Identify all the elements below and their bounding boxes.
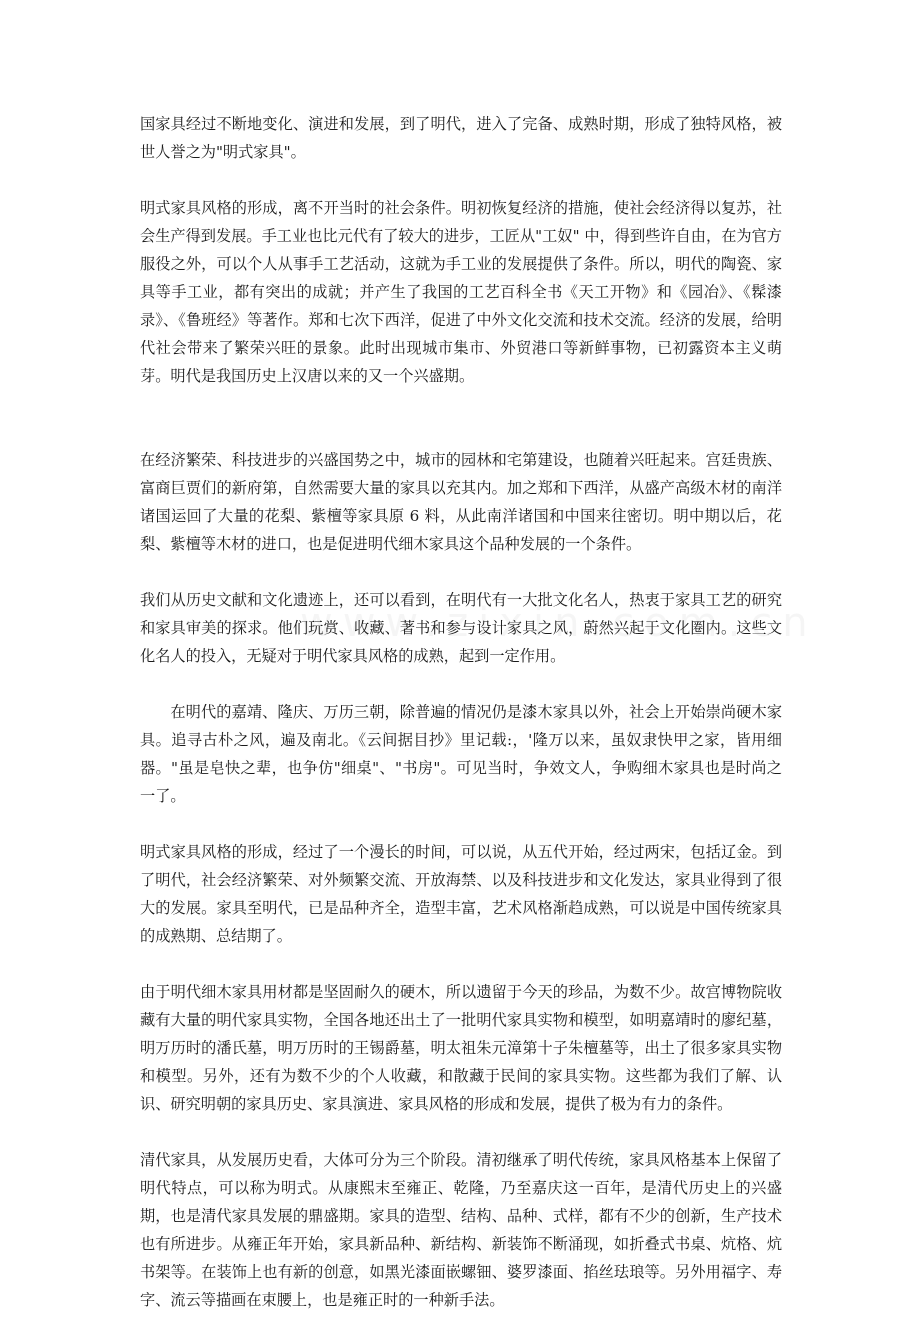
paragraph-hardwood-fashion: 在明代的嘉靖、隆庆、万历三朝，除普遍的情况仍是漆木家具以外，社会上开始崇尚硬木家具。追寻古朴之风，遍及南北。《云间据目抄》里记载:，'隆万以来，虽奴隶快甲之家，皆用细器。"虽是皂快之辈，也争仿"细桌"、"书房"。可见当时，争效文人，争购细木家具也是时尚之一了。 [140,703,782,805]
paragraph-social-conditions: 明式家具风格的形成，离不开当时的社会条件。明初恢复经济的措施，使社会经济得以复苏，社会生产得到发展。手工业也比元代有了较大的进步，工匠从"工奴" 中，得到些许自由，在为官方服役之外，可以个人从事手工艺活动，这就为手工业的发展提供了条件。所以，明代的陶瓷、家具等手工业，都有突出的成就；并产生了我国的工艺百科全书《天工开物》和《园冶》、《髹漆录》、《鲁班经》等著作。郑和七次下西洋，促进了中外文化交流和技术交流。经济的发展，给明代社会带来了繁荣兴旺的景象。此时出现城市集市、外贸港口等新鲜事物，已初露资本主义萌芽。明代是我国历史上汉唐以来的又一个兴盛期。 [140,199,782,385]
document-body [140,110,782,1342]
paragraph-economic-prosperity: 在经济繁荣、科技进步的兴盛国势之中，城市的园林和宅第建设，也随着兴旺起来。宫廷贵族、富商巨贾们的新府第，自然需要大量的家具以充其内。加之郑和下西洋，从盛产高级木材的南洋诸国运回了大量的花梨、紫檀等家具原 6 料，从此南洋诸国和中国来往密切。明中期以后，花梨、紫檀等木材的进口，也是促进明代细木家具这个品种发展的一个条件。 [140,451,782,553]
paragraph-surviving-pieces: 由于明代细木家具用材都是坚固耐久的硬木，所以遗留于今天的珍品，为数不少。故宫博物院收藏有大量的明代家具实物，全国各地还出土了一批明代家具实物和模型，如明嘉靖时的廖纪墓，明万历时的潘氏墓，明万历时的王锡爵墓，明太祖朱元漳第十子朱檀墓等，出土了很多家具实物和模型。另外，还有为数不少的个人收藏，和散藏于民间的家具实物。这些都为我们了解、认识、研究明朝的家具历史、家具演进、家具风格的形成和发展，提供了极为有力的条件。 [140,983,782,1113]
paragraph-style-formation: 明式家具风格的形成，经过了一个漫长的时间，可以说，从五代开始，经过两宋，包括辽金。到了明代，社会经济繁荣、对外频繁交流、开放海禁、以及科技进步和文化发达，家具业得到了很大的发展。家具至明代，已是品种齐全，造型丰富，艺术风格渐趋成熟，可以说是中国传统家具的成熟期、总结期了。 [140,843,782,945]
paragraph-qing-furniture: 清代家具，从发展历史看，大体可分为三个阶段。清初继承了明代传统，家具风格基本上保留了明代特点，可以称为明式。从康熙末至雍正、乾隆，乃至嘉庆这一百年，是清代历史上的兴盛期，也是清代家具发展的鼎盛期。家具的造型、结构、品种、式样，都有不少的创新，生产技术也有所进步。从雍正年开始，家具新品种、新结构、新装饰不断涌现，如折叠式书桌、炕格、炕书架等。在装饰上也有新的创意，如黑光漆面嵌螺钿、婆罗漆面、掐丝珐琅等。另外用福字、寿字、流云等描画在束腰上，也是雍正时的一种新手法。 [140,1151,782,1309]
paragraph-cultural-figures: 我们从历史文献和文化遗迹上，还可以看到，在明代有一大批文化名人，热衷于家具工艺的研究和家具审美的探求。他们玩赏、收藏、著书和参与设计家具之风，蔚然兴起于文化圈内。这些文化名人的投入，无疑对于明代家具风格的成熟，起到一定作用。 [140,591,782,665]
paragraph-intro: 国家具经过不断地变化、演进和发展，到了明代，进入了完备、成熟时期，形成了独特风格，被世人誉之为"明式家具"。 [140,115,782,161]
